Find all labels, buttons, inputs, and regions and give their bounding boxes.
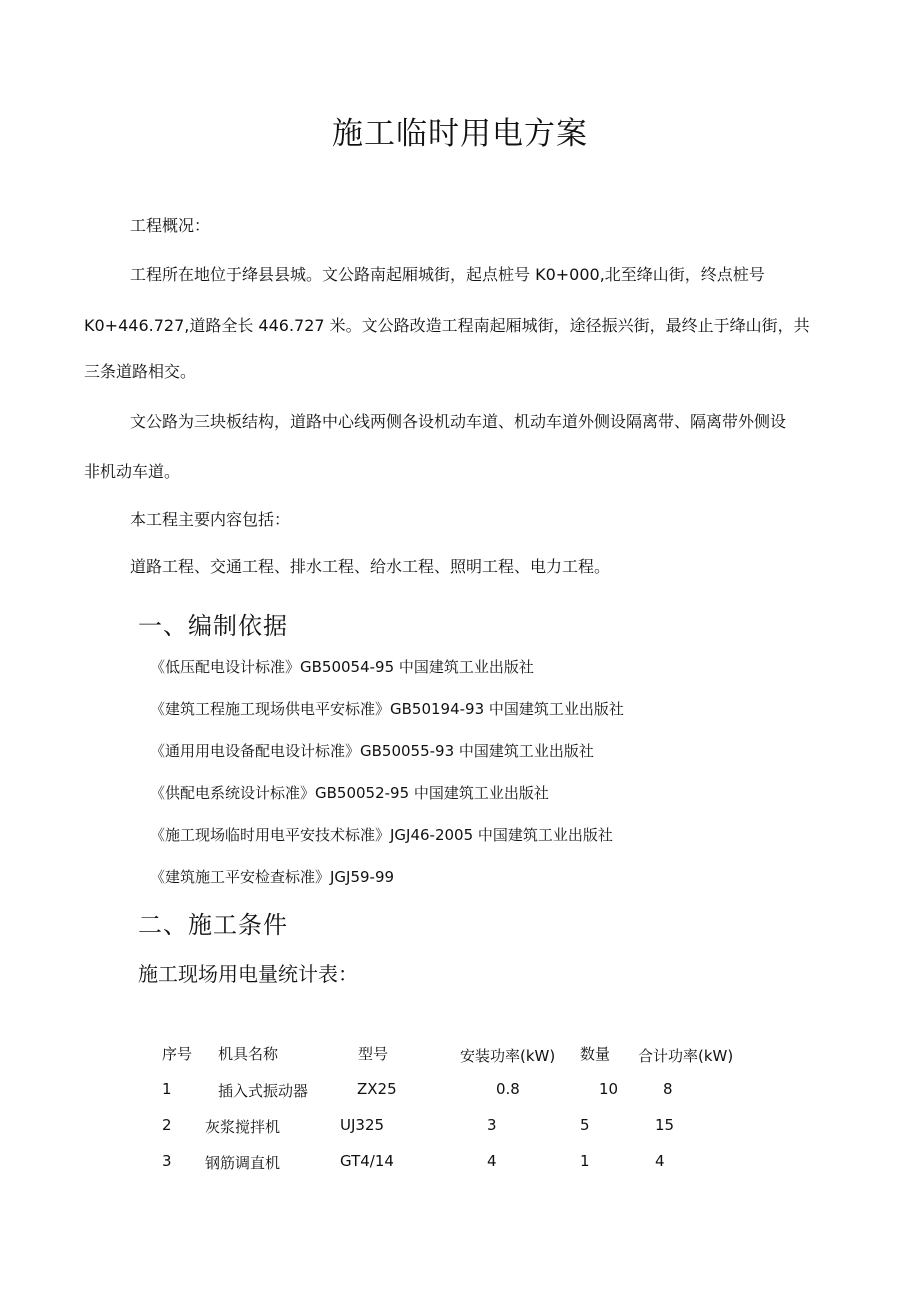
table-cell: UJ325 xyxy=(340,1116,385,1134)
table-cell: 0.8 xyxy=(496,1080,520,1098)
table-cell: 灰浆搅拌机 xyxy=(205,1118,281,1136)
scope-text: 道路工程、交通工程、排水工程、给水工程、照明工程、电力工程。 xyxy=(130,557,611,576)
header-cell: 型号 xyxy=(358,1045,389,1063)
section-heading-conditions: 二、施工条件 xyxy=(138,911,288,939)
table-cell: 1 xyxy=(162,1080,172,1098)
header-cell: 数量 xyxy=(580,1045,611,1063)
structure-line: 文公路为三块板结构，道路中心线两侧各设机动车道、机动车道外侧设隔离带、隔离带外侧设 xyxy=(130,412,787,431)
table-cell: 8 xyxy=(663,1080,673,1098)
structure-line: 非机动车道。 xyxy=(84,462,181,481)
overview-line: 工程所在地位于绛县县城。文公路南起厢城街，起点桩号 K0+000,北至绛山街，终点桩号 xyxy=(130,265,765,284)
reference-item: 《通用用电设备配电设计标准》GB50055-93 中国建筑工业出版社 xyxy=(150,742,594,760)
header-cell: 合计功率(kW) xyxy=(638,1047,734,1065)
table-cell: ZX25 xyxy=(357,1080,397,1098)
overview-line: 三条道路相交。 xyxy=(84,362,197,381)
table-caption: 施工现场用电量统计表： xyxy=(138,962,358,986)
table-cell: 4 xyxy=(655,1152,665,1170)
overview-line: K0+446.727,道路全长 446.727 米。文公路改造工程南起厢城街，途径振兴街，最终止于绛山街，共 xyxy=(84,316,810,335)
table-cell: 3 xyxy=(487,1116,497,1134)
table-cell: 10 xyxy=(599,1080,619,1098)
scope-heading: 本工程主要内容包括： xyxy=(130,510,291,529)
document-title: 施工临时用电方案 xyxy=(332,116,588,152)
overview-heading: 工程概况： xyxy=(130,216,211,235)
table-cell: 插入式振动器 xyxy=(218,1082,309,1100)
header-cell: 序号 xyxy=(162,1045,193,1063)
table-cell: 5 xyxy=(580,1116,590,1134)
table-cell: 3 xyxy=(162,1152,172,1170)
reference-item: 《施工现场临时用电平安技术标准》JGJ46-2005 中国建筑工业出版社 xyxy=(150,826,613,844)
header-cell: 安装功率(kW) xyxy=(460,1047,556,1065)
header-cell: 机具名称 xyxy=(218,1045,279,1063)
reference-item: 《建筑工程施工现场供电平安标准》GB50194-93 中国建筑工业出版社 xyxy=(150,700,624,718)
table-cell: 15 xyxy=(655,1116,675,1134)
table-cell: 钢筋调直机 xyxy=(205,1154,281,1172)
table-cell: 2 xyxy=(162,1116,172,1134)
reference-item: 《建筑施工平安检查标准》JGJ59-99 xyxy=(150,868,395,886)
table-cell: GT4/14 xyxy=(340,1152,394,1170)
reference-item: 《供配电系统设计标准》GB50052-95 中国建筑工业出版社 xyxy=(150,784,549,802)
reference-item: 《低压配电设计标准》GB50054-95 中国建筑工业出版社 xyxy=(150,658,534,676)
table-cell: 4 xyxy=(487,1152,497,1170)
table-cell: 1 xyxy=(580,1152,590,1170)
section-heading-basis: 一、编制依据 xyxy=(138,612,288,640)
